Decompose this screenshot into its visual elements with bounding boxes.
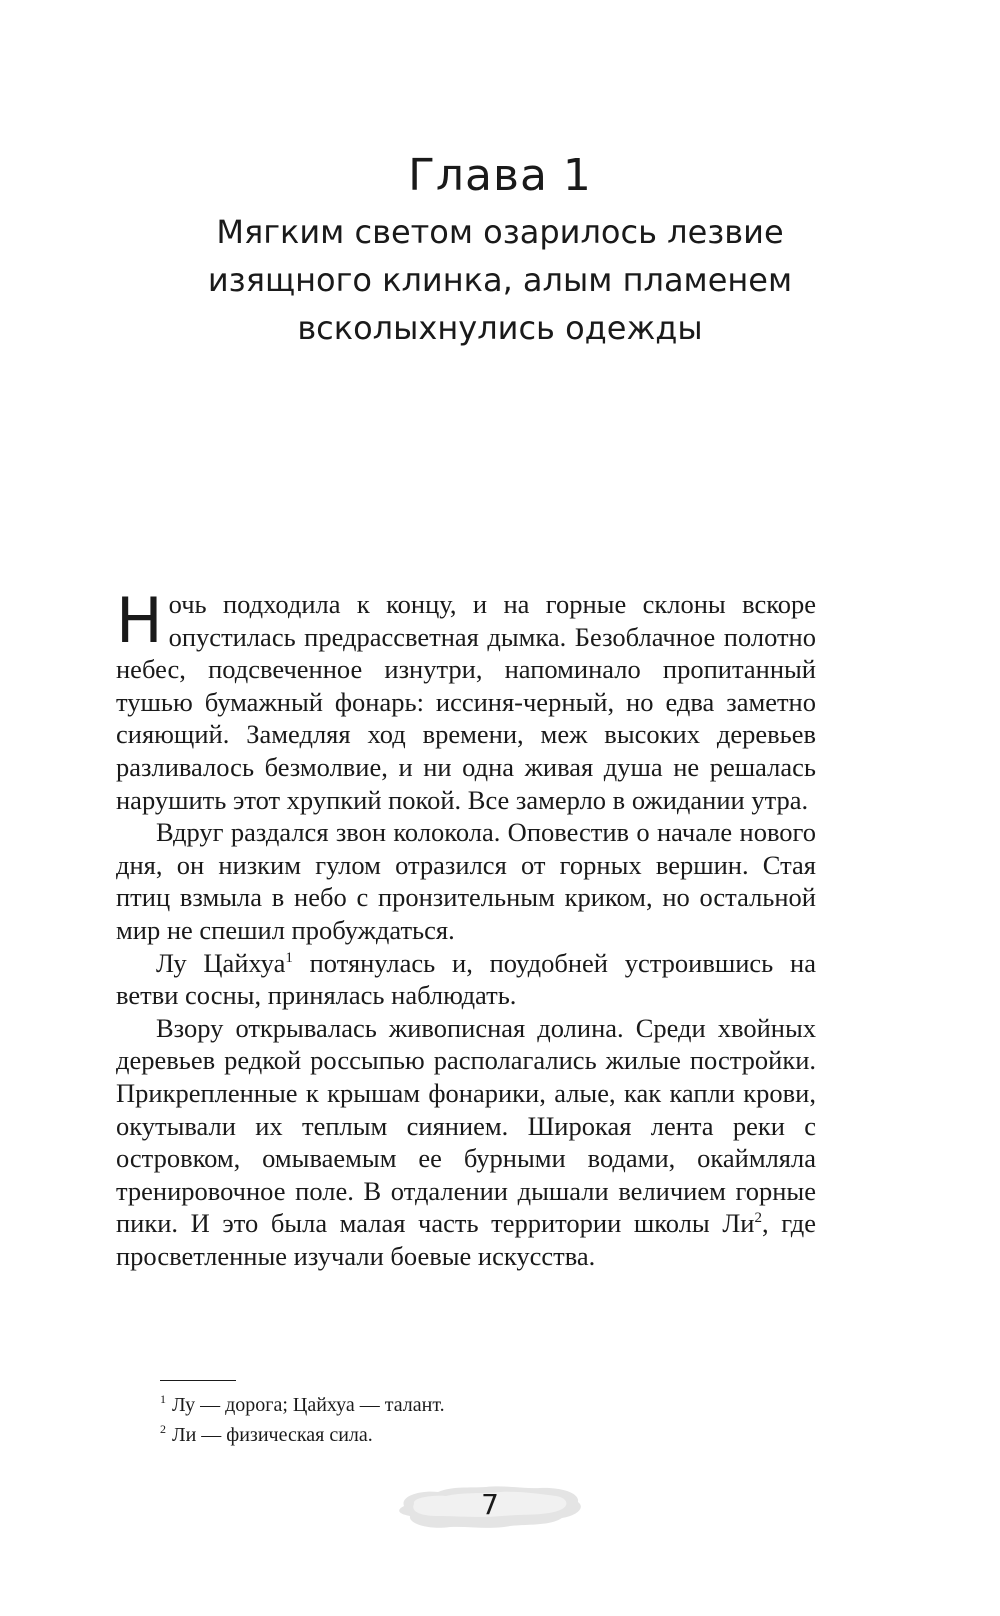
body-text (116, 584, 816, 1272)
footnote-text: Ли — физическая сила. (172, 1424, 373, 1446)
paragraph-3-text: потянулась и, поудобней устроившись на ветви сосны, принялась наблюдать. (116, 947, 816, 1011)
paragraph-4-rest: , где просветленные изучали боевые искусства. (116, 1208, 816, 1271)
page-number: 7 (481, 1488, 499, 1521)
footnote-text: Лу — дорога; Цайхуа — талант. (172, 1394, 445, 1416)
chapter-title (0, 208, 1000, 352)
paragraph-4 (116, 1012, 816, 1273)
footnote-marker: 2 (160, 1422, 166, 1437)
page-number-badge (390, 1480, 590, 1534)
footnote-2 (160, 1420, 760, 1450)
paragraph-1 (116, 584, 816, 816)
chapter-title-line: изящного клинка, алым пламенем (207, 261, 793, 299)
footnote-divider (160, 1380, 236, 1381)
chapter-number: Глава 1 (408, 150, 592, 201)
drop-cap: Н (116, 584, 163, 657)
paragraph-1-text: очь подходила к концу, и на горные склоны вскоре опустилась предрассветная дымка. Безоблачное полотно небес, подсвеченное изнутри, напоминало пропитанный тушью бумажный фонарь: иссиня-черный, но едва заметно сияющий. Замедляя ход времени, меж высоких деревьев разливалось безмолвие, и ни одна живая душа не решалась нарушить этот хрупкий покой. Все замерло в ожидании утра. (116, 589, 816, 815)
chapter-title-line: всколыхнулись одежды (297, 309, 703, 347)
footnote-1 (160, 1390, 760, 1420)
paragraph-3 (116, 947, 816, 1012)
footnote-ref-2[interactable]: 2 (754, 1210, 762, 1227)
character-name: Лу Цайхуа (156, 947, 286, 978)
paragraph-2: Вдруг раздался звон колокола. Оповестив о начале нового дня, он низким гулом отразился от горных вершин. Стая птиц взмыла в небо с пронзительным криком, но остальной мир не спешил пробуждаться. (116, 817, 816, 945)
paragraph-4-text: Взору открывалась живописная долина. Среди хвойных деревьев редкой россыпью располагались жилые постройки. Прикрепленные к крышам фонарики, алые, как капли крови, окутывали их теплым сиянием. Широкая лента реки с островком, омываемым ее бурными водами, окаймляла тренировочное поле. В отдалении дышали величием горные пики. И это была малая часть территории школы Ли (116, 1012, 816, 1239)
footnote-ref-1[interactable]: 1 (285, 949, 293, 966)
chapter-title-line: Мягким светом озарилось лезвие (216, 213, 784, 251)
footnote-marker: 1 (160, 1392, 166, 1407)
footnotes (160, 1390, 760, 1450)
